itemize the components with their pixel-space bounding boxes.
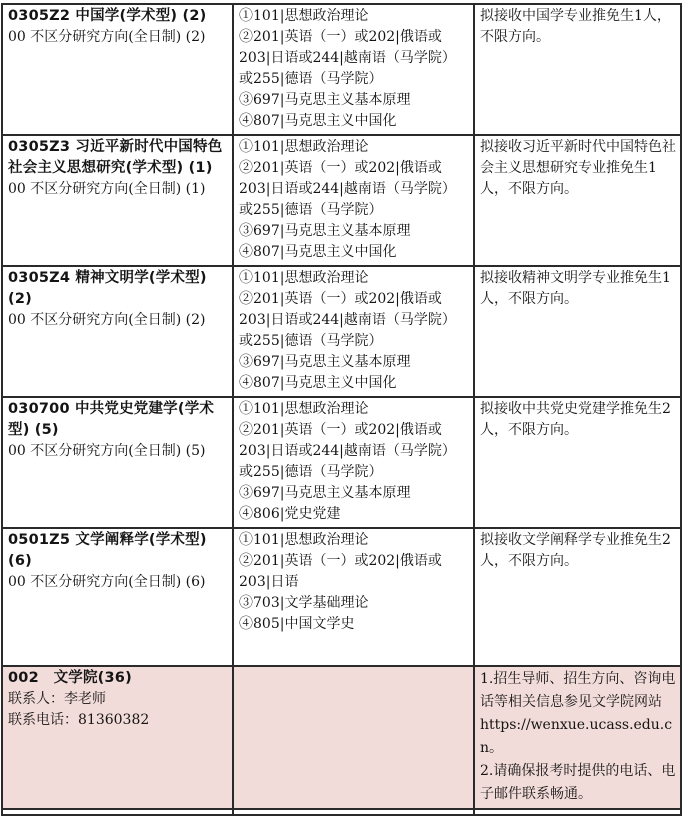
program-cell bbox=[2, 135, 233, 266]
subjects-cell bbox=[233, 397, 474, 528]
remark-cell bbox=[474, 135, 681, 266]
contact-phone: 联系电话：81360382 bbox=[8, 712, 150, 728]
remark-text: 拟接收文学阐释学专业推免生2人，不限方向。 bbox=[480, 532, 671, 569]
subject-line: ④805|中国文学史 bbox=[239, 616, 355, 632]
program-catalog-table bbox=[1, 3, 682, 816]
program-direction: 00 不区分研究方向(全日制) (5) bbox=[8, 443, 206, 459]
table-row bbox=[2, 135, 681, 266]
subjects-cell bbox=[233, 528, 474, 666]
subject-line: ④806|党史党建 bbox=[239, 506, 341, 522]
subject-line: ②201|英语（一）或202|俄语或203|日语或244|越南语（马学院）或255|德语（马学院） bbox=[239, 422, 456, 480]
remark-text: 拟接收精神文明学专业推免生1人，不限方向。 bbox=[480, 270, 671, 307]
program-cell bbox=[2, 266, 233, 397]
subject-line: ①101|思想政治理论 bbox=[239, 139, 369, 155]
subject-line: ④807|马克思主义中国化 bbox=[239, 375, 397, 391]
remark-text: 拟接收习近平新时代中国特色社会主义思想研究专业推免生1人，不限方向。 bbox=[480, 139, 676, 197]
department-note: 2.请确保报考时提供的电话、电子邮件联系畅通。 bbox=[480, 763, 676, 802]
partial-row bbox=[2, 809, 681, 815]
department-note: 1.招生导师、招生方向、咨询电话等相关信息参见文学院网站https://wenxue.ucass.edu.cn。 bbox=[480, 671, 676, 756]
remark-cell bbox=[474, 397, 681, 528]
program-cell bbox=[2, 528, 233, 666]
subject-line: ④807|马克思主义中国化 bbox=[239, 244, 397, 260]
remark-cell bbox=[474, 4, 681, 135]
subject-line: ③697|马克思主义基本原理 bbox=[239, 92, 411, 108]
partial-cell bbox=[474, 809, 681, 815]
remark-cell bbox=[474, 528, 681, 666]
program-direction: 00 不区分研究方向(全日制) (1) bbox=[8, 181, 206, 197]
subject-line: ①101|思想政治理论 bbox=[239, 532, 369, 548]
contact-person: 联系人：李老师 bbox=[8, 691, 106, 707]
partial-cell bbox=[2, 809, 233, 815]
subject-line: ③697|马克思主义基本原理 bbox=[239, 354, 411, 370]
program-code: 0305Z3 习近平新时代中国特色社会主义思想研究(学术型) (1) bbox=[8, 139, 223, 176]
remark-text: 拟接收中共党史党建学推免生2人，不限方向。 bbox=[480, 401, 671, 438]
program-code: 0305Z4 精神文明学(学术型) (2) bbox=[8, 270, 207, 307]
subjects-cell bbox=[233, 4, 474, 135]
subject-line: ①101|思想政治理论 bbox=[239, 270, 369, 286]
program-code: 030700 中共党史党建学(学术型) (5) bbox=[8, 401, 215, 438]
subject-line: ②201|英语（一）或202|俄语或203|日语 bbox=[239, 553, 442, 590]
subject-line: ③697|马克思主义基本原理 bbox=[239, 485, 411, 501]
subject-line: ③697|马克思主义基本原理 bbox=[239, 223, 411, 239]
subject-line: ④807|马克思主义中国化 bbox=[239, 113, 397, 129]
department-empty-cell bbox=[233, 666, 474, 809]
table-row bbox=[2, 266, 681, 397]
subjects-cell bbox=[233, 135, 474, 266]
department-row bbox=[2, 666, 681, 809]
subject-line: ②201|英语（一）或202|俄语或203|日语或244|越南语（马学院）或255|德语（马学院） bbox=[239, 291, 456, 349]
program-direction: 00 不区分研究方向(全日制) (2) bbox=[8, 312, 206, 328]
remark-text: 拟接收中国学专业推免生1人，不限方向。 bbox=[480, 8, 671, 45]
subject-line: ②201|英语（一）或202|俄语或203|日语或244|越南语（马学院）或255|德语（马学院） bbox=[239, 160, 456, 218]
table-row bbox=[2, 528, 681, 666]
subject-line: ②201|英语（一）或202|俄语或203|日语或244|越南语（马学院）或255|德语（马学院） bbox=[239, 29, 456, 87]
department-notes-cell bbox=[474, 666, 681, 809]
department-code: 002 文学院(36) bbox=[8, 670, 132, 686]
program-direction: 00 不区分研究方向(全日制) (2) bbox=[8, 29, 206, 45]
table-row bbox=[2, 397, 681, 528]
subject-line: ①101|思想政治理论 bbox=[239, 401, 369, 417]
subjects-cell bbox=[233, 266, 474, 397]
program-cell bbox=[2, 397, 233, 528]
subject-line: ③703|文学基础理论 bbox=[239, 595, 369, 611]
table-row bbox=[2, 4, 681, 135]
remark-cell bbox=[474, 266, 681, 397]
program-direction: 00 不区分研究方向(全日制) (6) bbox=[8, 574, 206, 590]
department-cell bbox=[2, 666, 233, 809]
program-code: 0305Z2 中国学(学术型) (2) bbox=[8, 8, 207, 24]
program-code: 0501Z5 文学阐释学(学术型) (6) bbox=[8, 532, 207, 569]
subject-line: ①101|思想政治理论 bbox=[239, 8, 369, 24]
program-cell bbox=[2, 4, 233, 135]
partial-cell bbox=[233, 809, 474, 815]
